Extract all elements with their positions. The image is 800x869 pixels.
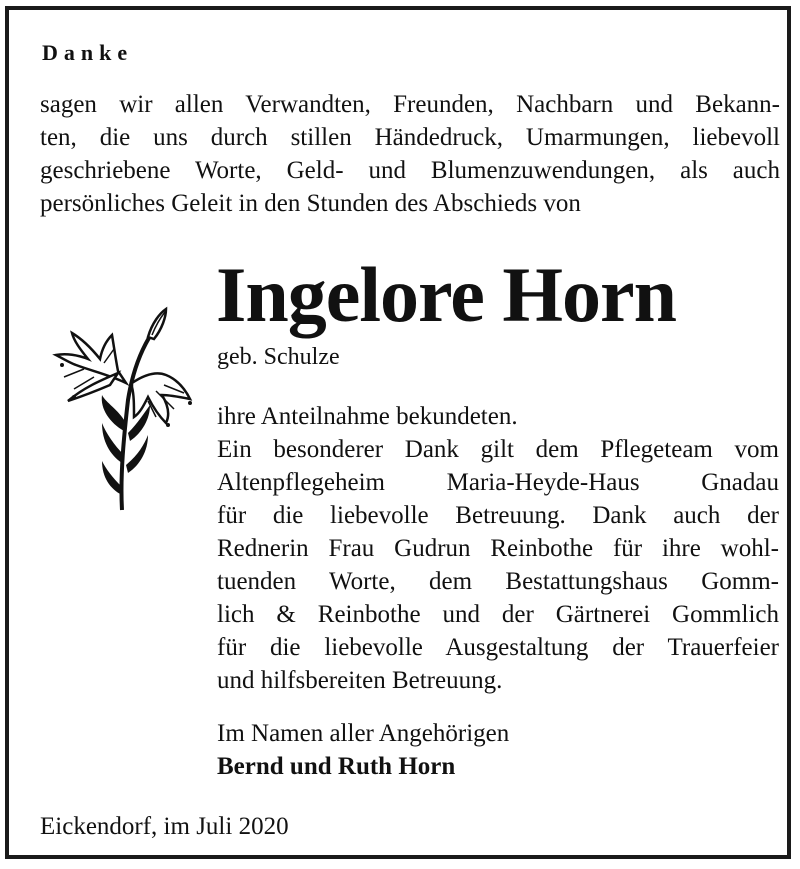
intro-paragraph	[40, 88, 780, 220]
closing-phrase: Im Namen aller Angehörigen	[217, 720, 510, 747]
body-line: ihre Anteilnahme bekundeten.	[217, 403, 518, 430]
intro-line: ten, die uns durch stillen Händedruck, Umarmungen, liebevoll	[40, 124, 780, 151]
obituary-thank-you-notice	[5, 6, 791, 859]
closing-block	[217, 717, 509, 783]
deceased-name: Ingelore Horn	[216, 251, 677, 338]
body-line: Altenpflegeheim Maria-Heyde-Haus Gnadau	[217, 469, 779, 496]
body-line: für die liebevolle Betreuung. Dank auch der	[217, 502, 779, 529]
body-line: Ein besonderer Dank gilt dem Pflegeteam vom	[217, 436, 779, 463]
body-line: und hilfsbereiten Betreuung.	[217, 667, 503, 694]
lily-flower-icon	[44, 305, 204, 520]
intro-line: persönliches Geleit in den Stunden des Abschieds von	[40, 190, 581, 217]
birth-name: geb. Schulze	[217, 344, 340, 370]
signatories: Bernd und Ruth Horn	[217, 753, 456, 780]
heading-danke: Danke	[42, 40, 134, 65]
body-line: lich & Reinbothe und der Gärtnerei Gommlich	[217, 601, 779, 628]
body-line: für die liebevolle Ausgestaltung der Trauerfeier	[217, 634, 779, 661]
body-line: Rednerin Frau Gudrun Reinbothe für ihre wohl-	[217, 535, 779, 562]
body-paragraph	[217, 400, 779, 697]
place-and-date: Eickendorf, im Juli 2020	[40, 813, 289, 840]
intro-line: sagen wir allen Verwandten, Freunden, Nachbarn und Bekann-	[40, 91, 780, 118]
body-line: tuenden Worte, dem Bestattungshaus Gomm-	[217, 568, 779, 595]
intro-line: geschriebene Worte, Geld- und Blumenzuwendungen, als auch	[40, 157, 780, 184]
